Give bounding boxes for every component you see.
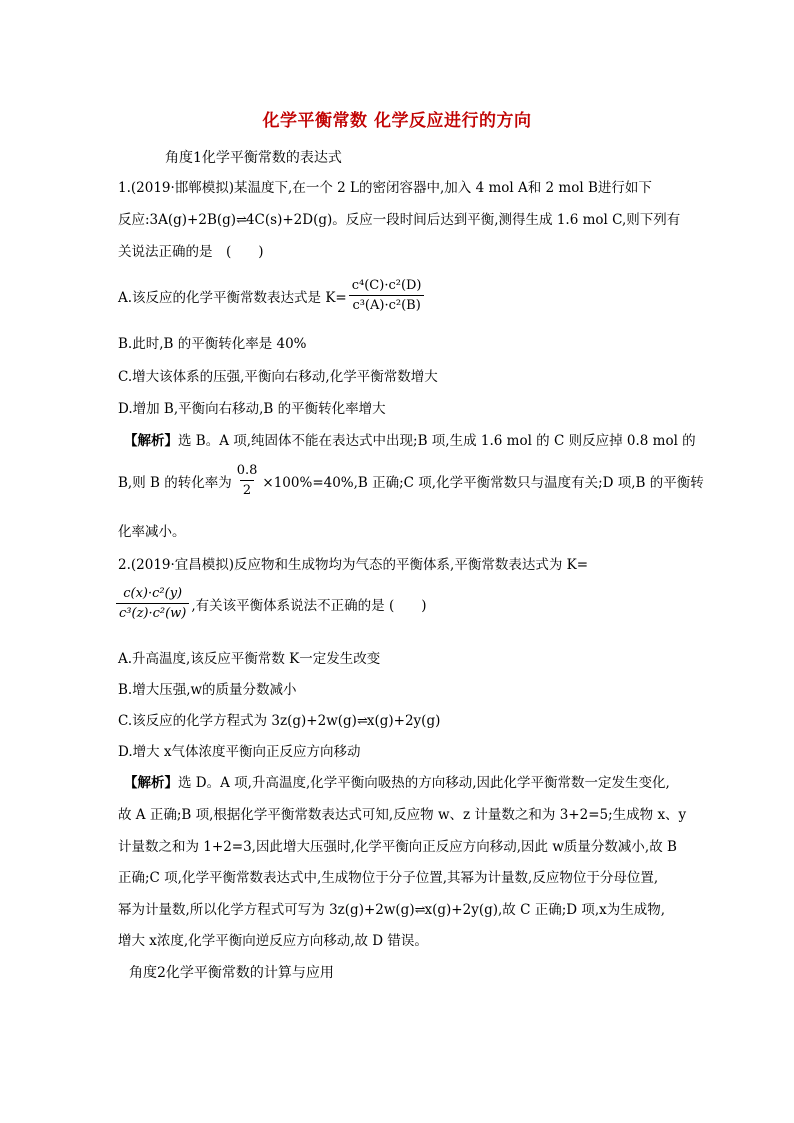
section-heading-1: 角度1化学平衡常数的表达式 xyxy=(165,150,342,166)
q1-answer-fraction xyxy=(234,462,261,499)
answer-tag: 【解析】 xyxy=(124,775,178,791)
q2-answer-line-6: 增大 x浓度,化学平衡向逆反应方向移动,故 D 错误。 xyxy=(118,933,428,949)
q1-option-b: B.此时,B 的平衡转化率是 40% xyxy=(118,336,307,352)
q2-option-a: A.升高温度,该反应平衡常数 K一定发生改变 xyxy=(118,651,381,667)
q2-answer-line-3: 计量数之和为 1+2=3,因此增大压强时,化学平衡向正反应方向移动,因此 w质量分数减小,故 B xyxy=(118,839,677,855)
equilibrium-arrow-icon: ⇌ xyxy=(414,903,425,918)
q2-answer-line-2: 故 A 正确;B 项,根据化学平衡常数表达式可知,反应物 w、z 计量数之和为 3+2=5;生成物 x、y xyxy=(118,807,687,823)
q2-answer-line-1: 【解析】选 D。A 项,升高温度,化学平衡向吸热的方向移动,因此化学平衡常数一定发生变化, xyxy=(124,775,670,791)
q2-option-c: C.该反应的化学方程式为 3z(g)+2w(g)⇌x(g)+2y(g) xyxy=(118,713,441,729)
q1-option-c: C.增大该体系的压强,平衡向右移动,化学平衡常数增大 xyxy=(118,369,438,385)
fraction-denominator: c³(z)·c²(w) xyxy=(116,603,189,622)
answer-tag: 【解析】 xyxy=(124,433,178,449)
document-title: 化学平衡常数 化学反应进行的方向 xyxy=(262,111,532,131)
q1-answer-line-2: B,则 B 的转化率为 $\frac{0.8}{2}$ ×100%=40%,B 正确;C 项,化学平衡常数只与温度有关;D 项,B 的平衡转 xyxy=(118,463,704,498)
q2-option-b: B.增大压强,w的质量分数减小 xyxy=(118,682,297,698)
fraction-numerator: c⁴(C)·c²(D) xyxy=(351,278,422,293)
q2-stem-line-1: 2.(2019·宜昌模拟)反应物和生成物均为气态的平衡体系,平衡常数表达式为 K= xyxy=(118,557,589,573)
q1-option-a-text: A.该反应的化学平衡常数表达式是 K= xyxy=(118,289,347,306)
q2-option-d: D.增大 x气体浓度平衡向正反应方向移动 xyxy=(118,744,361,760)
q2-k-fraction xyxy=(116,585,189,622)
equilibrium-arrow-icon: ⇌ xyxy=(236,213,246,228)
q1-answer-line-1: 【解析】选 B。A 项,纯固体不能在表达式中出现;B 项,生成 1.6 mol 的 C 则反应掉 0.8 mol 的 xyxy=(124,433,696,449)
q1-reactants: 反应:3A(g)+2B(g) xyxy=(118,212,237,228)
q1-option-a xyxy=(118,277,427,314)
fraction-denominator: c³(A)·c²(B) xyxy=(349,295,423,314)
equilibrium-arrow-icon: ⇌ xyxy=(356,714,367,729)
fraction-denominator: 2 xyxy=(240,480,254,499)
fraction-numerator: 0.8 xyxy=(236,463,258,478)
q1-products: 4C(s)+2D(g)。反应一段时间后达到平衡,测得生成 1.6 mol C,则下列有 xyxy=(245,212,681,228)
q2-answer-line-4: 正确;C 项,化学平衡常数表达式中,生成物位于分子位置,其幂为计量数,反应物位于分母位置, xyxy=(118,870,659,886)
q1-stem-line-1: 1.(2019·邯郸模拟)某温度下,在一个 2 L的密闭容器中,加入 4 mol A和 2 mol B进行如下 xyxy=(118,180,652,196)
fraction-numerator: c(x)·c²(y) xyxy=(123,586,183,601)
q1-stem-line-3: 关说法正确的是 ( ) xyxy=(118,244,264,260)
q2-answer-line-5: 幂为计量数,所以化学方程式可写为 3z(g)+2w(g)⇌x(g)+2y(g),故 C 正确;D 项,x为生成物, xyxy=(118,902,666,918)
q1-answer-line-3: 化率减小。 xyxy=(118,524,186,540)
section-heading-2: 角度2化学平衡常数的计算与应用 xyxy=(129,965,334,981)
q1-option-d: D.增加 B,平衡向右移动,B 的平衡转化率增大 xyxy=(118,401,386,417)
q2-stem-line-2: $\frac{\text{c(x)·c²(y)}}{\text{c³(z)·c²(w)}}$ ,有关该平衡体系说法不正确的是 ( ) xyxy=(118,585,427,622)
q1-option-a-fraction xyxy=(349,277,425,314)
q1-stem-line-2 xyxy=(118,208,680,228)
